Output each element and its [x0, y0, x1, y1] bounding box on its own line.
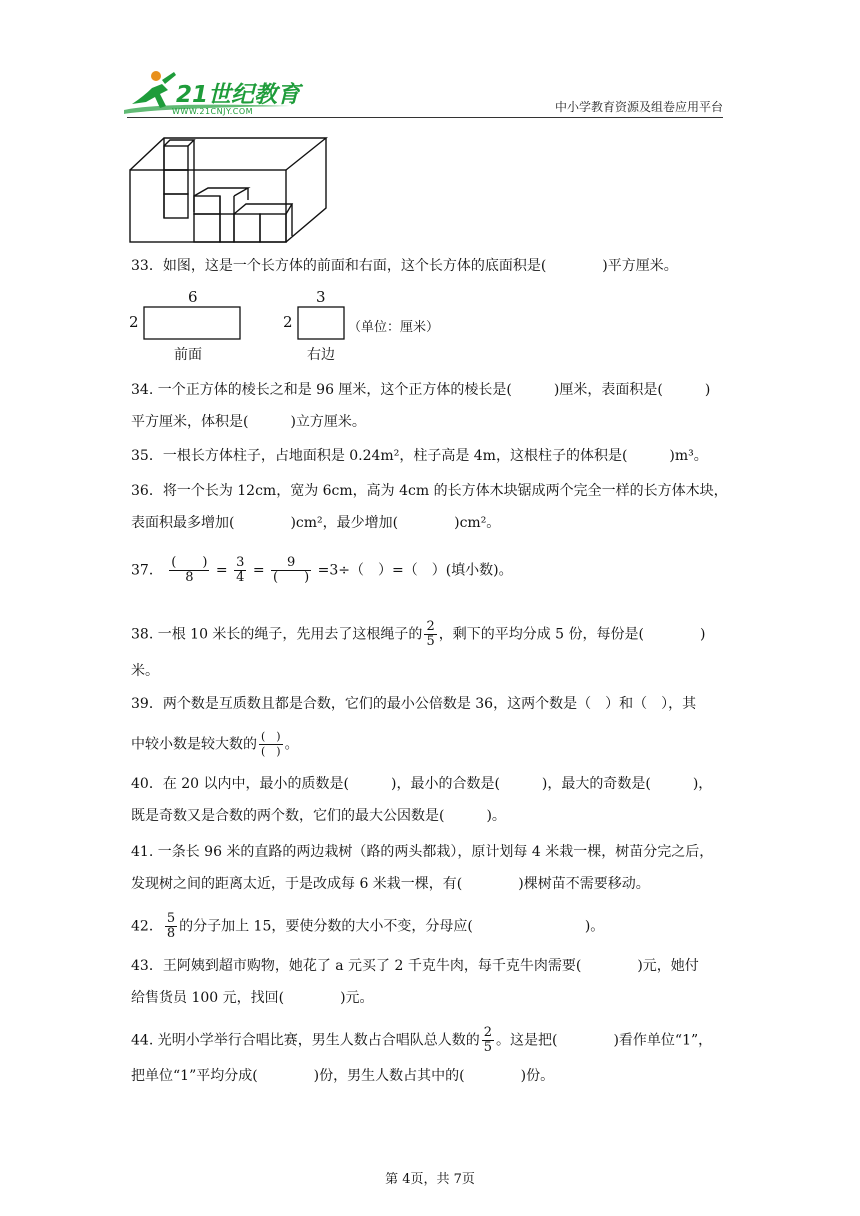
question-39-line-1: 39．两个数是互质数且都是合数，它们的最小公倍数是 36，这两个数是（ ）和（ ），其 [131, 696, 697, 712]
question-44-line-2: 把单位“1”平均分成( )份，男生人数占其中的( )份。 [131, 1068, 555, 1084]
question-43-line-1: 43．王阿姨到超市购物，她花了 a 元买了 2 千克牛肉，每千克牛肉需要( )元，她付 [131, 958, 699, 974]
question-42: 42． $\frac{5}{8}$ 的分子加上 15，要使分数的大小不变，分母应( )。 [131, 911, 605, 941]
question-34-line-2: 平方厘米，体积是( )立方厘米。 [131, 414, 366, 430]
question-39-line-2: 中较小数是较大数的 $\frac{( )}{( )}$ 。 [131, 730, 299, 758]
question-37-tail: =3÷（ ）=（ ）(填小数)。 [317, 562, 513, 579]
page-number: 第 4页，共 7页 [385, 1172, 475, 1187]
fraction: $\frac{2}{5}$ [483, 1025, 492, 1055]
logo-url: WWW.21CNJY.COM [172, 107, 254, 116]
right-face-rectangle [297, 306, 345, 340]
question-36-line-1: 36．将一个长为 12cm，宽为 6cm，高为 4cm 的长方体木块锯成两个完全一样的长方体木块， [131, 483, 728, 499]
question-41-line-1: 41. 一条长 96 米的直路的两边栽树（路的两头都栽），原计划每 4 米栽一棵，树苗分完之后， [131, 844, 714, 860]
front-caption: 前面 [174, 347, 202, 363]
question-41-line-2: 发现树之间的距离太近，于是改成每 6 米栽一棵，有( )棵树苗不需要移动。 [131, 876, 650, 892]
question-38-line-1: 38. 一根 10 米长的绳子，先用去了这根绳子的 $\frac{2}{5}$ ，剩下的平均分成 5 份，每份是( ) [131, 619, 706, 649]
question-37: 37． $\frac{( )}{8}$ = $\frac{3}{4}$ = $\frac{9}{( )}$ =3÷（ ）=（ ）(填小数)。 [131, 555, 513, 585]
question-34-line-1: 34. 一个正方体的棱长之和是 96 厘米，这个正方体的棱长是( )厘米，表面积是( ) [131, 382, 711, 398]
unit-note: （单位：厘米） [348, 320, 440, 335]
page-header [0, 0, 860, 125]
cuboid-with-cubes-figure [128, 136, 330, 246]
question-43-line-2: 给售货员 100 元，找回( )元。 [131, 990, 374, 1006]
front-height-label: 2 [129, 313, 139, 331]
right-width-label: 3 [316, 288, 326, 306]
question-33: 33．如图，这是一个长方体的前面和右面，这个长方体的底面积是( )平方厘米。 [131, 258, 678, 274]
fraction: $\frac{9}{( )}$ [273, 555, 310, 585]
question-36-line-2: 表面积最多增加( )cm²，最少增加( )cm²。 [131, 515, 501, 531]
question-40-line-2: 既是奇数又是合数的两个数，它们的最大公因数是( )。 [131, 808, 506, 824]
fraction: $\frac{( )}{8}$ [171, 555, 208, 585]
fraction: $\frac{( )}{( )}$ [261, 730, 281, 758]
platform-name: 中小学教育资源及组卷应用平台 [554, 100, 723, 114]
header-divider [127, 117, 723, 118]
right-height-label: 2 [283, 313, 293, 331]
question-38-line-2: 米。 [131, 663, 159, 679]
fraction: $\frac{5}{8}$ [166, 911, 176, 941]
question-44-line-1: 44. 光明小学举行合唱比赛，男生人数占合唱队总人数的 $\frac{2}{5}$ 。这是把( )看作单位“1”， [131, 1025, 713, 1055]
question-40-line-1: 40．在 20 以内中，最小的质数是( )，最小的合数是( )，最大的奇数是( )， [131, 776, 713, 792]
question-35: 35．一根长方体柱子，占地面积是 0.24m²，柱子高是 4m，这根柱子的体积是( )m³。 [131, 448, 708, 464]
logo-name: 21世纪教育 [176, 82, 301, 108]
fraction: $\frac{3}{4}$ [236, 555, 245, 585]
right-caption: 右边 [307, 347, 335, 363]
front-face-rectangle [143, 306, 241, 340]
fraction: $\frac{2}{5}$ [426, 619, 435, 649]
front-width-label: 6 [188, 288, 198, 306]
question-number: 37． [131, 562, 163, 579]
